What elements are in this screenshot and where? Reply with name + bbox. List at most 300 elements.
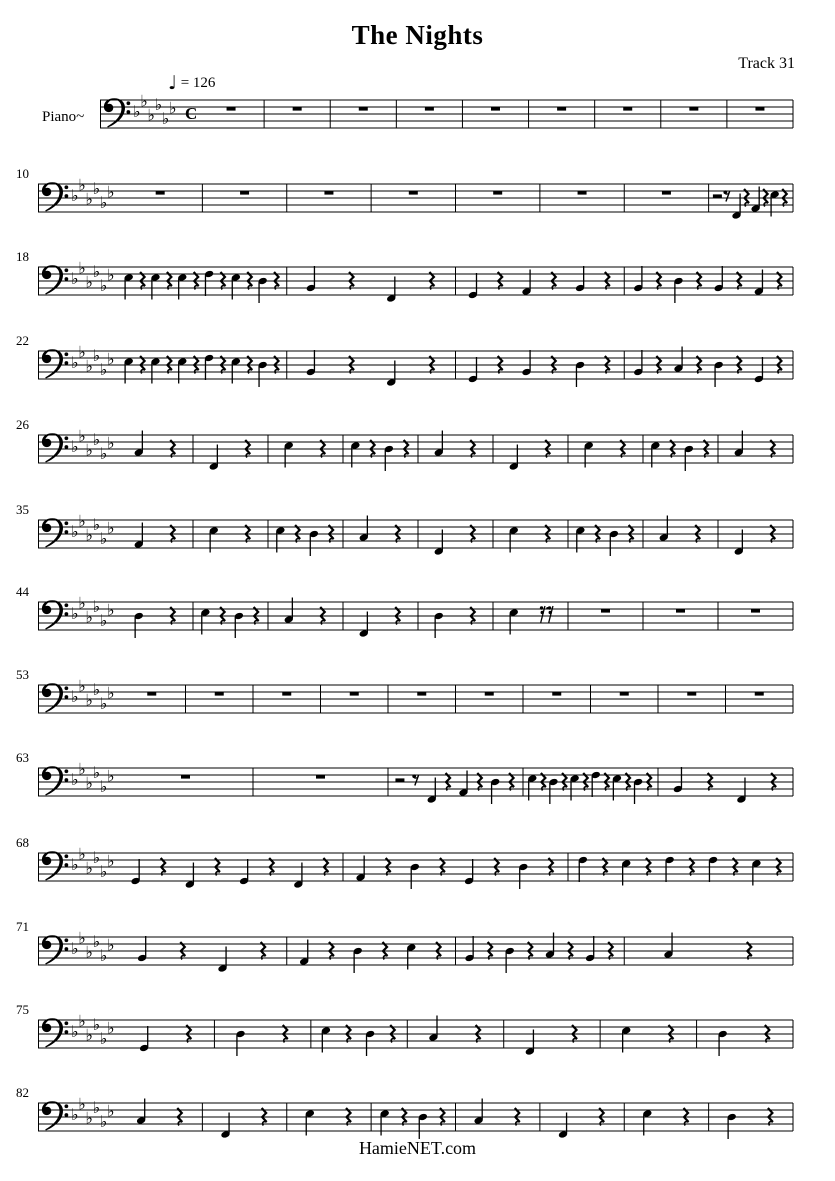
note bbox=[505, 947, 515, 973]
flat-icon: ♭ bbox=[107, 265, 115, 285]
note bbox=[545, 933, 555, 959]
flat-icon: ♭ bbox=[92, 763, 101, 782]
note bbox=[708, 856, 718, 882]
bass-clef-body bbox=[42, 766, 63, 795]
note bbox=[558, 1113, 568, 1139]
note bbox=[220, 1113, 230, 1139]
flat-icon: ♭ bbox=[99, 360, 108, 379]
bass-clef-curl bbox=[44, 607, 50, 613]
note bbox=[665, 856, 675, 882]
note bbox=[591, 771, 601, 797]
whole-rest-icon bbox=[601, 609, 610, 613]
note bbox=[465, 936, 475, 962]
note bbox=[584, 441, 594, 467]
note bbox=[384, 445, 394, 471]
note bbox=[633, 350, 643, 376]
measure-number: 10 bbox=[16, 166, 29, 181]
measure-number: 63 bbox=[16, 750, 29, 765]
bass-clef-dot bbox=[65, 352, 69, 356]
note bbox=[177, 273, 187, 299]
note bbox=[578, 856, 588, 882]
whole-rest-icon bbox=[359, 107, 368, 111]
note bbox=[134, 612, 144, 638]
note bbox=[177, 357, 187, 383]
bass-clef-dot bbox=[65, 1021, 69, 1025]
sixteenth-rest-flag bbox=[540, 606, 543, 609]
staff-system bbox=[0, 74, 835, 164]
instrument-label: Piano~ bbox=[42, 109, 85, 125]
measure-number: 68 bbox=[16, 835, 29, 850]
bass-clef-icon bbox=[42, 851, 68, 880]
augmentation-dot bbox=[546, 607, 548, 609]
note bbox=[468, 273, 478, 299]
eighth-rest-dot bbox=[412, 774, 416, 778]
note bbox=[509, 608, 519, 634]
whole-rest-icon bbox=[620, 692, 629, 696]
measure-number: 53 bbox=[16, 667, 29, 682]
note bbox=[751, 187, 761, 213]
whole-rest-icon bbox=[552, 692, 561, 696]
note bbox=[633, 266, 643, 292]
bass-clef-icon bbox=[42, 935, 68, 964]
note bbox=[663, 933, 673, 959]
whole-rest-icon bbox=[755, 107, 764, 111]
bass-clef-dot bbox=[65, 1030, 69, 1034]
sixteenth-rest-flag bbox=[549, 611, 552, 614]
whole-rest-icon bbox=[350, 692, 359, 696]
measure-number: 35 bbox=[16, 502, 29, 517]
flat-icon: ♭ bbox=[99, 777, 108, 796]
whole-rest-icon bbox=[689, 107, 698, 111]
note bbox=[468, 357, 478, 383]
whole-rest-icon bbox=[417, 692, 426, 696]
flat-icon: ♭ bbox=[99, 611, 108, 630]
bass-clef-body bbox=[42, 683, 63, 712]
note bbox=[353, 947, 363, 973]
flat-icon: ♭ bbox=[107, 600, 115, 620]
note bbox=[525, 1030, 535, 1056]
bass-clef-dot bbox=[65, 863, 69, 867]
flat-icon: ♭ bbox=[92, 848, 101, 867]
bass-clef-curl bbox=[44, 189, 50, 195]
flat-icon: ♭ bbox=[85, 272, 93, 292]
whole-rest-icon bbox=[227, 107, 236, 111]
note bbox=[714, 361, 724, 387]
whole-rest-icon bbox=[316, 775, 325, 779]
bass-clef-body bbox=[42, 935, 63, 964]
bass-clef-dot bbox=[65, 185, 69, 189]
note bbox=[275, 526, 285, 552]
whole-rest-icon bbox=[156, 191, 165, 195]
staff-system bbox=[0, 158, 835, 248]
bass-clef-icon bbox=[42, 349, 68, 378]
note bbox=[621, 859, 631, 885]
staff-system bbox=[0, 409, 835, 499]
bass-clef-curl bbox=[44, 440, 50, 446]
note bbox=[521, 270, 531, 296]
note bbox=[236, 1030, 246, 1056]
bass-clef-dot bbox=[65, 521, 69, 525]
whole-rest-icon bbox=[755, 692, 764, 696]
flat-icon: ♭ bbox=[71, 687, 79, 706]
bass-clef-curl bbox=[44, 272, 50, 278]
note bbox=[521, 350, 531, 376]
flat-icon: ♭ bbox=[78, 175, 86, 195]
flat-icon: ♭ bbox=[85, 525, 93, 545]
flat-icon: ♭ bbox=[92, 1015, 101, 1034]
flat-icon: ♭ bbox=[107, 433, 115, 453]
note bbox=[633, 778, 643, 804]
flat-icon: ♭ bbox=[107, 349, 115, 369]
staff-system bbox=[0, 911, 835, 1001]
bass-clef-dot bbox=[65, 695, 69, 699]
flat-icon: ♭ bbox=[85, 773, 93, 793]
flat-icon: ♭ bbox=[78, 426, 86, 446]
note bbox=[284, 598, 294, 624]
bass-clef-dot bbox=[65, 938, 69, 942]
tempo-value: = 126 bbox=[180, 75, 216, 91]
flat-icon: ♭ bbox=[71, 604, 79, 623]
note bbox=[386, 277, 396, 303]
bass-clef-body bbox=[42, 433, 63, 462]
note bbox=[124, 273, 134, 299]
flat-icon: ♭ bbox=[107, 851, 115, 871]
flat-icon: ♭ bbox=[78, 593, 86, 613]
note bbox=[200, 608, 210, 634]
measure-number: 22 bbox=[16, 333, 29, 348]
whole-rest-icon bbox=[425, 107, 434, 111]
flat-icon: ♭ bbox=[78, 844, 86, 864]
bass-clef-body bbox=[42, 518, 63, 547]
note bbox=[585, 936, 595, 962]
bass-clef-dot bbox=[65, 268, 69, 272]
measure-number: 71 bbox=[16, 919, 29, 934]
flat-icon: ♭ bbox=[71, 1022, 79, 1041]
bass-clef-body bbox=[42, 349, 63, 378]
flat-icon: ♭ bbox=[107, 1101, 115, 1121]
bass-clef-icon bbox=[42, 182, 68, 211]
bass-clef-body bbox=[42, 182, 63, 211]
flat-icon: ♭ bbox=[99, 276, 108, 295]
note bbox=[217, 947, 227, 973]
bass-clef-curl bbox=[44, 1108, 50, 1114]
half-rest-icon bbox=[713, 194, 722, 198]
sixteenth-rest-flag bbox=[541, 611, 544, 614]
note bbox=[209, 445, 219, 471]
quarter-note-icon: ♩ bbox=[168, 72, 177, 94]
flat-icon: ♭ bbox=[71, 437, 79, 456]
flat-icon: ♭ bbox=[99, 946, 108, 965]
flat-icon: ♭ bbox=[154, 95, 163, 114]
note bbox=[356, 856, 366, 882]
bass-clef-dot bbox=[65, 947, 69, 951]
note bbox=[731, 194, 741, 220]
note bbox=[727, 1113, 737, 1139]
note bbox=[474, 1099, 484, 1125]
note bbox=[204, 354, 214, 380]
note bbox=[134, 523, 144, 549]
note bbox=[427, 778, 437, 804]
note bbox=[458, 771, 468, 797]
time-signature: C bbox=[185, 104, 198, 123]
bass-clef-body bbox=[42, 265, 63, 294]
whole-rest-icon bbox=[578, 191, 587, 195]
flat-icon: ♭ bbox=[92, 680, 101, 699]
whole-rest-icon bbox=[147, 692, 156, 696]
measure-number: 82 bbox=[16, 1085, 29, 1100]
bass-clef-curl bbox=[44, 858, 50, 864]
staff-system bbox=[0, 325, 835, 415]
note bbox=[518, 863, 528, 889]
bass-clef-icon bbox=[42, 1018, 68, 1047]
note bbox=[434, 530, 444, 556]
note bbox=[134, 431, 144, 457]
note bbox=[621, 1026, 631, 1052]
flat-icon: ♭ bbox=[92, 932, 101, 951]
whole-rest-icon bbox=[215, 692, 224, 696]
flat-icon: ♭ bbox=[78, 676, 86, 696]
note bbox=[770, 190, 780, 216]
note bbox=[609, 530, 619, 556]
note bbox=[734, 431, 744, 457]
bass-clef-dot bbox=[65, 769, 69, 773]
measure-number: 75 bbox=[16, 1002, 29, 1017]
note bbox=[418, 1113, 428, 1139]
bass-clef-icon bbox=[42, 265, 68, 294]
bass-clef-icon bbox=[42, 683, 68, 712]
note bbox=[231, 273, 241, 299]
bass-clef-dot bbox=[65, 854, 69, 858]
flat-icon: ♭ bbox=[78, 342, 86, 362]
bass-clef-dot bbox=[65, 530, 69, 534]
flat-icon: ♭ bbox=[85, 189, 93, 209]
flat-icon: ♭ bbox=[78, 1094, 86, 1114]
bass-clef-icon bbox=[42, 1101, 68, 1130]
bass-clef-dot bbox=[65, 436, 69, 440]
note bbox=[751, 859, 761, 885]
half-rest-icon bbox=[395, 778, 404, 782]
note bbox=[204, 270, 214, 296]
note bbox=[386, 361, 396, 387]
note bbox=[428, 1016, 438, 1042]
note bbox=[714, 266, 724, 292]
bass-clef-dot bbox=[65, 1113, 69, 1117]
note bbox=[509, 526, 519, 552]
note bbox=[380, 1109, 390, 1135]
note bbox=[258, 361, 268, 387]
bass-clef-curl bbox=[44, 773, 50, 779]
bass-clef-icon bbox=[42, 433, 68, 462]
flat-icon: ♭ bbox=[78, 928, 86, 948]
flat-icon: ♭ bbox=[85, 858, 93, 878]
flat-icon: ♭ bbox=[85, 356, 93, 376]
flat-icon: ♭ bbox=[85, 690, 93, 710]
bass-clef-dot bbox=[65, 277, 69, 281]
flat-icon: ♭ bbox=[92, 179, 101, 198]
flat-icon: ♭ bbox=[78, 1011, 86, 1031]
flat-icon: ♭ bbox=[92, 262, 101, 281]
flat-icon: ♭ bbox=[71, 939, 79, 958]
staff-system bbox=[0, 827, 835, 917]
flat-icon: ♭ bbox=[92, 430, 101, 449]
flat-icon: ♭ bbox=[92, 597, 101, 616]
staff-system bbox=[0, 576, 835, 666]
flat-icon: ♭ bbox=[78, 258, 86, 278]
note bbox=[137, 936, 147, 962]
note bbox=[673, 347, 683, 373]
note bbox=[234, 612, 244, 638]
whole-rest-icon bbox=[557, 107, 566, 111]
note bbox=[139, 1026, 149, 1052]
note bbox=[359, 612, 369, 638]
note bbox=[642, 1109, 652, 1135]
note bbox=[231, 357, 241, 383]
note bbox=[209, 526, 219, 552]
note bbox=[309, 530, 319, 556]
flat-icon: ♭ bbox=[99, 444, 108, 463]
note bbox=[464, 859, 474, 885]
flat-icon: ♭ bbox=[85, 1025, 93, 1045]
note bbox=[321, 1026, 331, 1052]
note bbox=[124, 357, 134, 383]
bass-clef-dot bbox=[127, 110, 131, 114]
bass-clef-dot bbox=[65, 686, 69, 690]
note bbox=[410, 863, 420, 889]
bass-clef-dot bbox=[65, 603, 69, 607]
bass-clef-icon bbox=[42, 600, 68, 629]
eighth-rest-icon bbox=[412, 774, 418, 785]
staff-system bbox=[0, 994, 835, 1084]
bass-clef-body bbox=[42, 600, 63, 629]
note bbox=[659, 516, 669, 542]
bass-clef-icon bbox=[42, 766, 68, 795]
flat-icon: ♭ bbox=[169, 98, 177, 118]
note bbox=[284, 441, 294, 467]
note bbox=[306, 350, 316, 376]
note bbox=[305, 1109, 315, 1135]
bass-clef-body bbox=[42, 1018, 63, 1047]
flat-icon: ♭ bbox=[78, 511, 86, 531]
note bbox=[684, 445, 694, 471]
whole-rest-icon bbox=[676, 609, 685, 613]
note bbox=[718, 1030, 728, 1056]
note bbox=[650, 441, 660, 467]
flat-icon: ♭ bbox=[133, 102, 141, 121]
measure-number: 26 bbox=[16, 417, 29, 432]
note bbox=[570, 774, 580, 800]
note bbox=[131, 859, 141, 885]
note bbox=[365, 1030, 375, 1056]
flat-icon: ♭ bbox=[99, 529, 108, 548]
note bbox=[575, 266, 585, 292]
flat-icon: ♭ bbox=[71, 770, 79, 789]
whole-rest-icon bbox=[240, 191, 249, 195]
note bbox=[736, 778, 746, 804]
whole-rest-icon bbox=[491, 107, 500, 111]
whole-rest-icon bbox=[282, 692, 291, 696]
flat-icon: ♭ bbox=[85, 942, 93, 962]
note bbox=[150, 357, 160, 383]
whole-rest-icon bbox=[623, 107, 632, 111]
bass-clef-body bbox=[42, 1101, 63, 1130]
measure-number: 44 bbox=[16, 584, 29, 599]
bass-clef-dot bbox=[65, 612, 69, 616]
flat-icon: ♭ bbox=[107, 182, 115, 202]
whole-rest-icon bbox=[181, 775, 190, 779]
bass-clef-curl bbox=[44, 525, 50, 531]
note bbox=[434, 431, 444, 457]
flat-icon: ♭ bbox=[78, 759, 86, 779]
note bbox=[258, 277, 268, 303]
flat-icon: ♭ bbox=[71, 353, 79, 372]
flat-icon: ♭ bbox=[147, 105, 155, 125]
note bbox=[548, 778, 558, 804]
note bbox=[754, 357, 764, 383]
bass-clef-dot bbox=[65, 361, 69, 365]
bass-clef-curl bbox=[44, 1025, 50, 1031]
flat-icon: ♭ bbox=[71, 269, 79, 288]
flat-icon: ♭ bbox=[85, 440, 93, 460]
flat-icon: ♭ bbox=[85, 1108, 93, 1128]
flat-icon: ♭ bbox=[107, 518, 115, 538]
staff-system bbox=[0, 742, 835, 832]
bass-clef-icon bbox=[104, 98, 130, 127]
whole-rest-icon bbox=[293, 107, 302, 111]
sixteenth-rest-icon bbox=[540, 606, 553, 623]
note bbox=[299, 940, 309, 966]
bass-clef-dot bbox=[65, 445, 69, 449]
note bbox=[185, 863, 195, 889]
note bbox=[150, 273, 160, 299]
footer-site-link[interactable]: HamieNET.com bbox=[358, 1138, 477, 1158]
bass-clef-dot bbox=[65, 778, 69, 782]
bass-clef-dot bbox=[65, 1104, 69, 1108]
flat-icon: ♭ bbox=[71, 855, 79, 874]
note bbox=[673, 767, 683, 793]
note bbox=[406, 943, 416, 969]
flat-icon: ♭ bbox=[92, 346, 101, 365]
note bbox=[359, 516, 369, 542]
whole-rest-icon bbox=[485, 692, 494, 696]
staff-system bbox=[0, 241, 835, 331]
note bbox=[136, 1099, 146, 1125]
whole-rest-icon bbox=[493, 191, 502, 195]
whole-rest-icon bbox=[662, 191, 671, 195]
bass-clef-dot bbox=[65, 194, 69, 198]
note bbox=[350, 441, 360, 467]
whole-rest-icon bbox=[324, 191, 333, 195]
flat-icon: ♭ bbox=[99, 1029, 108, 1048]
note bbox=[293, 863, 303, 889]
flat-icon: ♭ bbox=[85, 607, 93, 627]
track-label: Track 31 bbox=[738, 55, 795, 72]
whole-rest-icon bbox=[687, 692, 696, 696]
flat-icon: ♭ bbox=[71, 1105, 79, 1124]
bass-clef-curl bbox=[44, 942, 50, 948]
note bbox=[734, 530, 744, 556]
whole-rest-icon bbox=[751, 609, 760, 613]
flat-icon: ♭ bbox=[99, 1112, 108, 1131]
note bbox=[575, 526, 585, 552]
note bbox=[306, 266, 316, 292]
flat-icon: ♭ bbox=[71, 186, 79, 205]
flat-icon: ♭ bbox=[107, 935, 115, 955]
flat-icon: ♭ bbox=[107, 683, 115, 703]
note bbox=[575, 361, 585, 387]
note bbox=[673, 277, 683, 303]
measure-number: 18 bbox=[16, 249, 29, 264]
note bbox=[239, 859, 249, 885]
